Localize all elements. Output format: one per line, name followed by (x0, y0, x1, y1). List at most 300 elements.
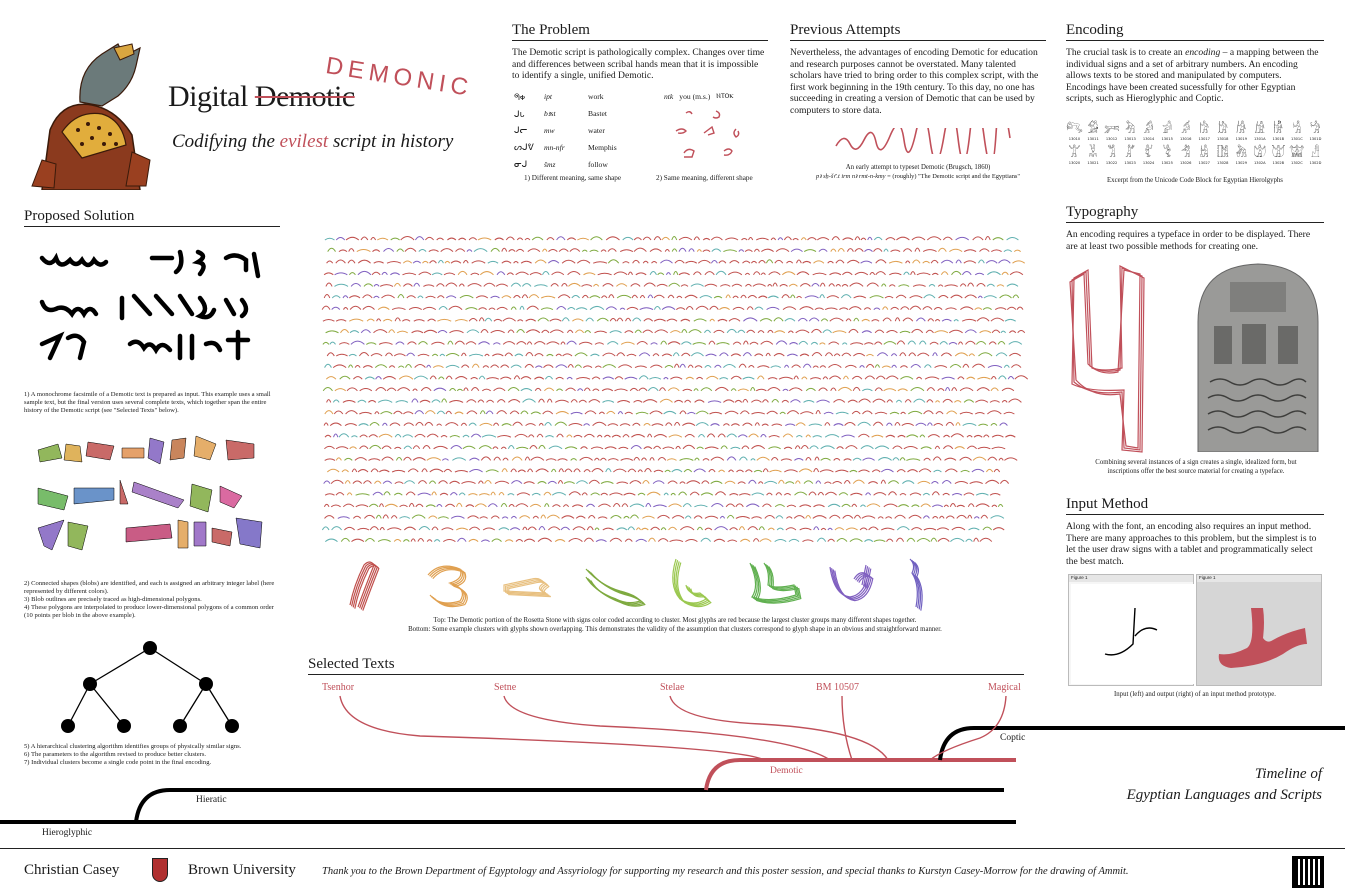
demotic-sign (616, 284, 627, 287)
demotic-sign (868, 237, 872, 240)
demotic-sign (852, 376, 862, 379)
demotic-sign (322, 527, 329, 530)
demotic-sign (441, 249, 453, 252)
demotic-sign (438, 260, 443, 263)
demotic-sign (843, 515, 853, 518)
demotic-sign (900, 458, 905, 461)
demotic-sign (661, 528, 666, 530)
demotic-sign (326, 331, 339, 333)
demotic-sign (681, 342, 691, 345)
demotic-sign (414, 283, 420, 286)
demotic-sign (742, 446, 749, 449)
demotic-sign (670, 331, 680, 333)
demotic-sign (358, 400, 366, 402)
demotic-sign (412, 331, 423, 333)
demotic-sign (408, 342, 417, 345)
timeline-hieratic: Hieratic (196, 795, 227, 805)
demotic-sign (351, 284, 361, 287)
demotic-sign (932, 482, 939, 484)
demotic-sign (1007, 284, 1018, 286)
demotic-sign (876, 260, 886, 263)
demotic-sign (921, 447, 932, 449)
demotic-sign (775, 539, 787, 541)
demotic-sign (705, 284, 717, 286)
demotic-sign (711, 424, 720, 426)
input-drawing-pane[interactable] (1068, 574, 1194, 686)
demotic-sign (743, 377, 755, 379)
demotic-sign (980, 249, 990, 252)
demotic-sign (865, 540, 873, 542)
table-row (514, 88, 622, 105)
demotic-sign (376, 515, 381, 518)
demotic-sign (714, 539, 725, 541)
demotic-sign (509, 505, 514, 507)
demotic-sign (751, 388, 755, 391)
demotic-sign (567, 435, 572, 437)
demotic-sign (963, 424, 977, 426)
demotic-sign (694, 389, 698, 391)
demotic-sign (390, 273, 399, 275)
demotic-sign (984, 296, 997, 298)
demotic-sign (370, 527, 378, 530)
demotic-sign (370, 423, 379, 426)
demotic-sign (940, 342, 948, 345)
hieroglyph-glyph: 𓀐 (1066, 122, 1083, 136)
demotic-sign (881, 480, 885, 483)
demotic-sign (469, 423, 476, 426)
demotic-sign (996, 353, 1007, 356)
demotic-sign (467, 330, 479, 333)
demotic-sign (966, 341, 976, 344)
subtitle-after: script in history (328, 131, 454, 152)
demotic-sign (731, 424, 739, 426)
demotic-sign (378, 540, 391, 542)
center-caption (318, 616, 1032, 634)
demotic-sign (911, 387, 924, 390)
demotic-sign (327, 469, 339, 472)
demotic-sign (500, 377, 511, 379)
demotic-sign (539, 527, 545, 530)
demotic-sign (638, 493, 645, 495)
demotic-sign (1008, 377, 1014, 380)
code-point-label: 13025 (1161, 161, 1173, 165)
demotic-sign (933, 457, 941, 461)
demotic-sign (983, 308, 992, 310)
demotic-sign (523, 527, 527, 530)
demotic-sign (419, 342, 428, 345)
demotic-sign (850, 343, 863, 345)
demotic-sign (346, 237, 359, 240)
demotic-sign (365, 377, 374, 379)
demotic-sign (415, 237, 423, 240)
hieroglyph-glyph: 𓀛 (1273, 122, 1284, 136)
demotic-sign (481, 457, 490, 461)
demotic-sign (960, 412, 973, 414)
demotic-sign (456, 249, 465, 252)
demotic-sign (805, 296, 819, 298)
demotic-sign (876, 376, 885, 379)
demotic-sign (460, 296, 473, 299)
demotic-sign (708, 401, 721, 403)
demotic-sign (403, 284, 412, 287)
demotic-sign (364, 515, 374, 518)
demotic-sign (706, 354, 717, 356)
demotic-sign (423, 307, 436, 309)
demotic-sign (898, 389, 908, 391)
demotic-sign (698, 434, 704, 437)
demotic-sign (353, 377, 362, 380)
demotic-sign (404, 527, 415, 530)
demotic-sign (904, 272, 910, 275)
demotic-sign (772, 399, 779, 402)
demotic-sign (474, 249, 487, 252)
demotic-sign (610, 319, 616, 322)
demotic-sign (916, 423, 926, 425)
demotic-sign (944, 505, 948, 507)
demotic-sign (384, 492, 390, 495)
demotic-sign (690, 492, 699, 495)
demotic-sign (636, 412, 648, 414)
hieroglyph-glyph: 𓀝 (1310, 122, 1321, 136)
demotic-sign (394, 354, 405, 356)
demotic-sign (526, 319, 536, 321)
demotic-sign (613, 504, 620, 507)
demotic-sign (875, 342, 882, 344)
demotic-sign (776, 516, 783, 519)
demotic-sign (480, 411, 485, 414)
demotic-sign (970, 482, 983, 484)
code-cell (1288, 122, 1305, 142)
demotic-sign (547, 354, 554, 356)
demotic-sign (801, 238, 806, 240)
demotic-sign (563, 505, 568, 507)
demotic-sign (806, 516, 811, 519)
demotic-sign (643, 237, 651, 240)
demotic-sign (825, 423, 830, 426)
demotic-sign (508, 446, 514, 449)
demotic-sign (924, 458, 931, 460)
table-row (514, 139, 622, 156)
demotic-sign (745, 273, 749, 275)
demotic-sign (448, 341, 453, 344)
output-glyph (1197, 582, 1321, 682)
demotic-sign (637, 528, 641, 530)
demotic-sign (975, 273, 984, 275)
demotic-sign (434, 388, 446, 391)
demotic-sign (437, 424, 442, 426)
demotic-sign (520, 516, 530, 519)
demotic-sign (681, 285, 688, 287)
demotic-sign (361, 237, 368, 240)
demotic-sign (765, 516, 775, 519)
demotic-sign (592, 377, 600, 379)
demotic-sign (779, 377, 793, 379)
code-point-label: 13020 (1068, 161, 1081, 165)
hieroglyph-glyph: 𓀦 (1180, 146, 1191, 160)
demotic-sign (370, 445, 381, 448)
demotic-sign (900, 377, 913, 380)
meaning: water (588, 126, 605, 135)
demotic-sign (514, 296, 521, 299)
demotic-sign (445, 504, 454, 507)
demotic-sign (537, 434, 543, 437)
demotic-sign (415, 411, 424, 414)
hieroglyph-glyph: 𓀫 (1271, 146, 1286, 160)
demotic-sign (862, 516, 875, 518)
demotic-sign (447, 238, 456, 240)
demotic-sign (680, 482, 685, 484)
hieroglyph-glyph: 𓀥 (1162, 146, 1172, 160)
demotic-sign (596, 540, 607, 542)
demotic-sign (625, 377, 637, 379)
demotic-sign (738, 435, 747, 437)
demotic-sign (660, 260, 672, 263)
page-subtitle (172, 131, 453, 153)
demotic-sign (749, 434, 759, 437)
demotic-sign (976, 493, 988, 495)
demotic-sign (360, 446, 368, 449)
demotic-sign (390, 423, 400, 426)
demotic-sign (861, 505, 866, 507)
demotic-sign (615, 377, 623, 379)
code-point-label: 13015 (1161, 137, 1173, 141)
demotic-sign (825, 308, 837, 310)
demotic-sign (686, 377, 694, 379)
demotic-sign (446, 376, 452, 379)
demotic-sign (783, 307, 796, 310)
code-cell (1251, 146, 1268, 166)
demotic-sign (977, 318, 989, 321)
input-text: Along with the font, an encoding also requires an input method. There are many approaches to this problem, but the simplest is to let the user draw signs with a tablet and programmatically select the best match. (1066, 521, 1317, 567)
demotic-sign (782, 272, 795, 275)
demotic-sign (664, 411, 676, 414)
demotic-sign (502, 296, 511, 298)
demotic-sign (937, 528, 949, 530)
demotic-sign (479, 446, 491, 449)
demotic-sign (665, 366, 673, 368)
demotic-sign (915, 248, 920, 251)
demotic-sign (897, 470, 905, 472)
demotic-sign (633, 318, 641, 321)
demotic-sign (984, 435, 989, 437)
demotic-sign (883, 307, 888, 310)
demotic-sign (633, 423, 641, 425)
demotic-sign (571, 400, 577, 403)
demotic-sign (553, 505, 561, 507)
brugsch-typeset-sample (832, 128, 1032, 154)
demotic-sign (686, 307, 693, 310)
demotic-sign (577, 238, 588, 240)
demotic-sign (862, 319, 870, 321)
demotic-sign (449, 401, 463, 403)
demotic-sign (727, 457, 736, 461)
demotic-sign (387, 388, 396, 391)
code-cell (1214, 146, 1231, 166)
demotic-sign (404, 423, 414, 426)
meaning: you (m.s.) (679, 92, 711, 101)
demotic-sign (769, 470, 781, 472)
demotic-sign (991, 388, 998, 391)
demotic-sign (392, 308, 405, 310)
demotic-sign (905, 400, 911, 403)
solution-steps-2-4 (24, 580, 278, 620)
demotic-sign (1001, 331, 1006, 333)
demotic-sign (793, 239, 799, 241)
hieroglyph-glyph: 𓀙 (1236, 122, 1247, 136)
center-caption-top: Top: The Demotic portion of the Rosetta Stone with signs color coded according to cluster. Most glyphs are red because the largest cluster groups many different shapes together. (433, 617, 917, 624)
demotic-sign (557, 307, 566, 310)
demotic-sign (842, 343, 847, 345)
demotic-sign (392, 470, 405, 472)
demotic-sign (904, 447, 918, 449)
demotic-sign (916, 318, 925, 321)
demotic-sign (374, 296, 380, 298)
demotic-sign (602, 296, 608, 298)
demotic-sign (960, 388, 973, 391)
demotic-sign (336, 320, 346, 322)
demotic-sign (471, 378, 478, 380)
demotic-sign (658, 458, 666, 461)
demotic-sign (739, 364, 746, 367)
demotic-sign (323, 342, 329, 344)
demotic-sign (1011, 365, 1021, 368)
demotic-sign (703, 238, 710, 240)
demotic-sign (943, 493, 950, 495)
demotic-sign (339, 250, 347, 252)
code-cell (1103, 146, 1120, 166)
demotic-sign (952, 388, 957, 391)
demotic-sign (518, 470, 525, 472)
demotic-sign (457, 503, 463, 507)
demotic-sign (511, 307, 516, 310)
demotic-sign (700, 296, 712, 298)
demotic-sign (736, 517, 750, 519)
demotic-sign (936, 412, 943, 414)
title-prefix: Digital (168, 80, 255, 113)
demotic-sign (442, 528, 454, 530)
demotic-sign (511, 481, 522, 484)
demotic-sign (430, 469, 443, 472)
demotic-sign (547, 238, 554, 240)
demotic-sign (478, 238, 491, 240)
demotic-sign (551, 284, 559, 287)
demotic-sign (358, 271, 371, 274)
demotic-sign (991, 318, 1004, 321)
demotic-sign (590, 296, 600, 298)
demotic-sign (715, 365, 722, 367)
demotic-sign (480, 517, 488, 519)
demotic-sign (872, 435, 884, 437)
qr-code-icon[interactable] (1292, 856, 1324, 888)
demotic-sign (427, 365, 431, 367)
hieroglyph-glyph: 𓀬 (1289, 146, 1305, 160)
demotic-sign (418, 539, 424, 542)
demotic-sign (683, 389, 692, 391)
demotic-sign (620, 250, 633, 252)
demotic-sign (730, 494, 739, 496)
drawing-canvas[interactable] (1071, 584, 1195, 684)
demotic-sign (862, 389, 872, 391)
translit: mn-nfr (544, 143, 565, 152)
demotic-sign (664, 493, 668, 495)
demotic-sign (359, 353, 368, 357)
demotic-sign (731, 354, 741, 356)
demotic-sign (381, 412, 393, 414)
demotic-sign (991, 516, 1004, 519)
demotic-sign (697, 447, 704, 449)
demotic-sign (425, 237, 433, 240)
code-point-label: 13011 (1087, 137, 1099, 141)
title-struck-word: Demotic (254, 80, 355, 113)
demotic-sign (1009, 331, 1015, 333)
code-cell (1177, 146, 1194, 166)
demotic-sign (427, 540, 432, 542)
demotic-sign (532, 237, 543, 240)
demotic-sign (446, 411, 452, 414)
demotic-sign (945, 458, 957, 460)
input-heading: Input Method (1066, 496, 1324, 515)
demotic-sign (468, 516, 479, 519)
demotic-sign (813, 366, 818, 368)
demotic-sign (565, 469, 572, 472)
demotic-sign (330, 342, 336, 344)
demotic-sign (957, 505, 965, 507)
demotic-sign (787, 354, 797, 356)
demotic-sign (488, 504, 497, 507)
demotic-sign (462, 365, 469, 368)
demotic-sign (1002, 401, 1007, 403)
demotic-sign (510, 411, 519, 414)
demotic-sign (434, 540, 440, 542)
demotic-sign (587, 527, 593, 530)
demotic-sign (604, 435, 610, 437)
demotic-sign (508, 330, 514, 333)
demotic-sign (603, 377, 614, 379)
demotic-sign (720, 353, 729, 356)
demotic-sign (440, 493, 448, 495)
glyph-cluster (428, 566, 467, 607)
demotic-sign (427, 434, 438, 437)
demotic-sign (347, 493, 352, 495)
demotic-sign (803, 364, 811, 367)
demotic-sign (917, 273, 930, 275)
demotic-sign (743, 423, 753, 426)
demotic-sign (450, 388, 456, 390)
demotic-sign (860, 528, 867, 530)
demotic-sign (403, 412, 413, 414)
demotic-sign (555, 540, 565, 542)
demotic-sign (418, 296, 423, 298)
demotic-sign (380, 504, 384, 507)
demotic-sign (797, 296, 802, 298)
demotic-sign (610, 331, 622, 333)
demotic-sign (494, 457, 501, 460)
demotic-sign (783, 434, 793, 437)
demotic-sign (838, 249, 844, 252)
demotic-sign (544, 388, 553, 391)
demotic-sign (941, 353, 951, 356)
demotic-sign (548, 481, 556, 483)
demotic-sign (597, 318, 608, 321)
demotic-sign (1005, 435, 1015, 437)
demotic-sign (730, 261, 740, 264)
demotic-sign (480, 423, 493, 425)
demotic-sign (529, 295, 539, 298)
demotic-sign (325, 411, 333, 414)
hieroglyph-glyph: 𓀘 (1217, 122, 1228, 136)
demotic-sign (725, 238, 738, 240)
code-cell (1307, 146, 1324, 166)
